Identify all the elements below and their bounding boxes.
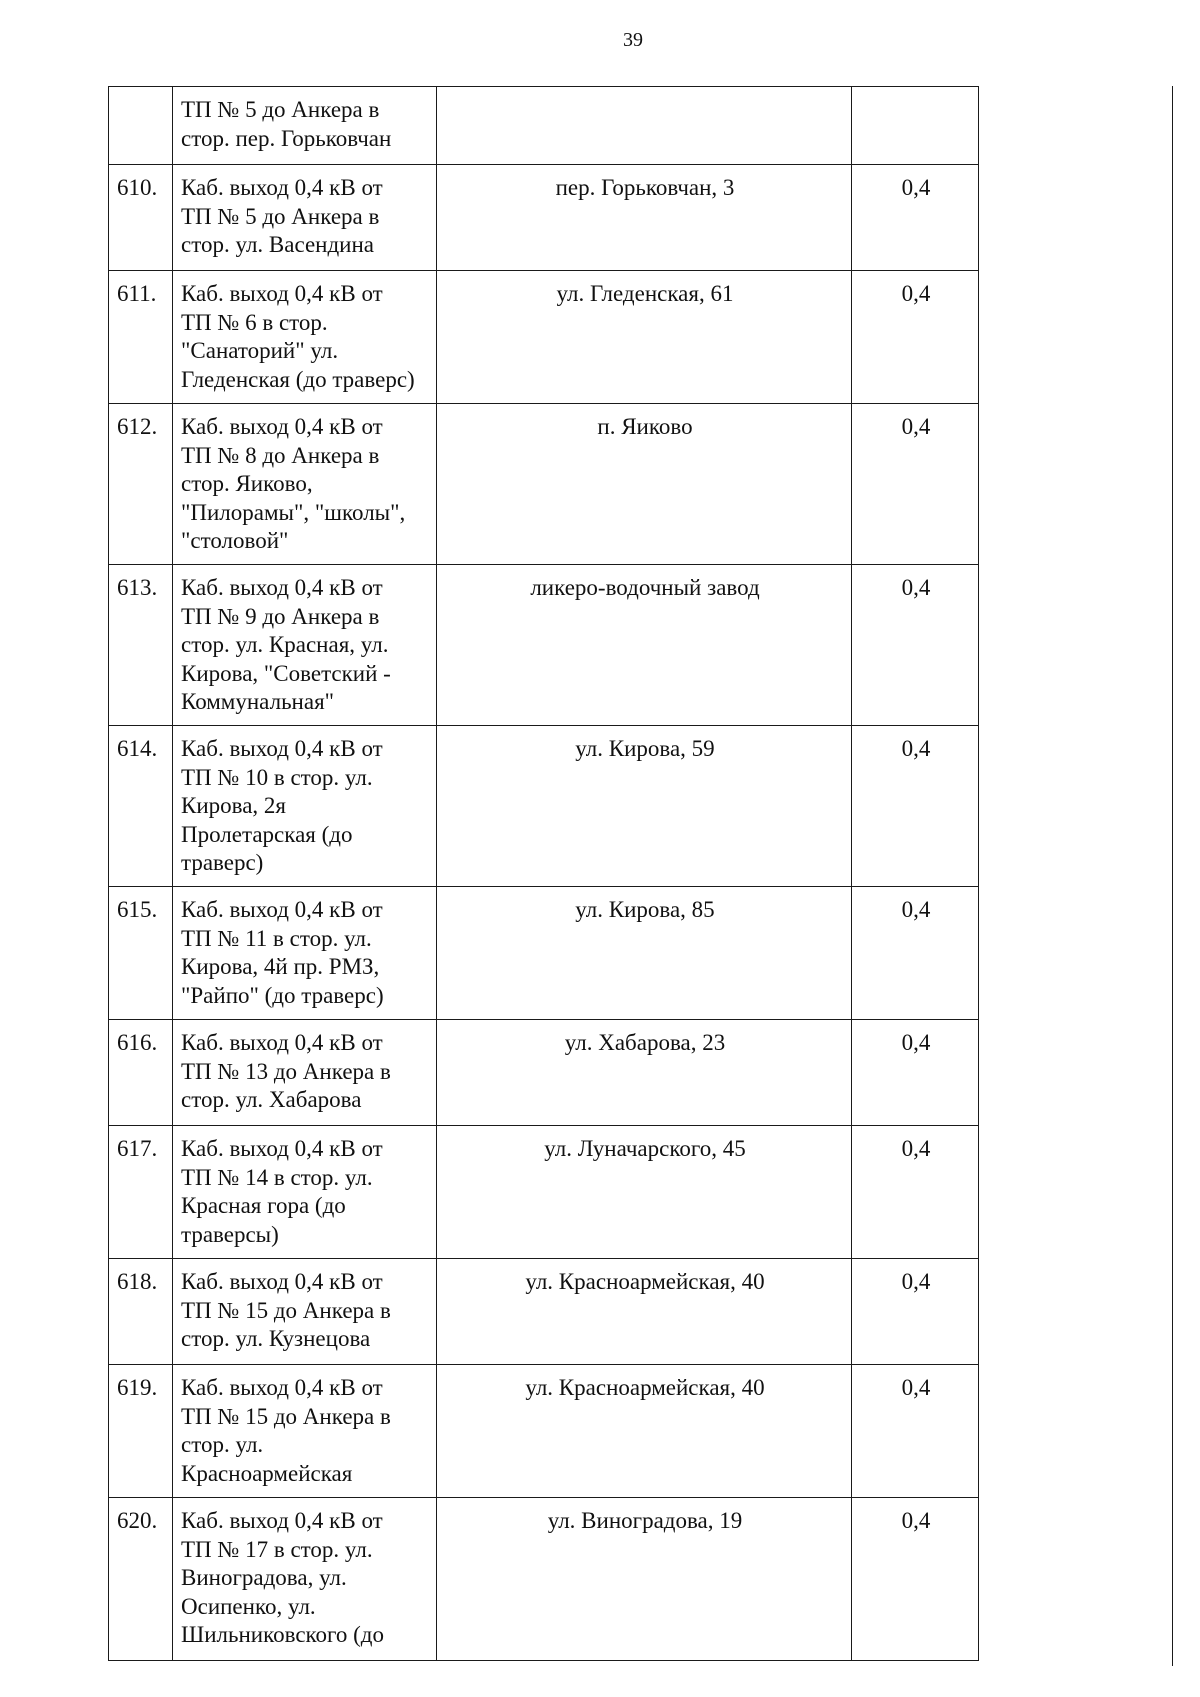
cable-lines-table [108,86,1173,1661]
cable-description-line: Шильниковского (до [181,1622,385,1647]
table-row [109,404,1173,565]
cable-description-line: ТП № 5 до Анкера в [181,97,380,122]
cable-description-line: Виноградова, ул. [181,1565,347,1590]
table-row [109,887,1173,1020]
cable-description-line: стор. Яиково, [181,471,313,496]
cable-description-line: Каб. выход 0,4 кВ от [181,1136,383,1161]
row-number: 615. [109,887,173,1020]
voltage-cell: 0,4 [852,1126,979,1259]
cable-description-line: траверс) [181,850,264,875]
cable-description-line: Осипенко, ул. [181,1593,316,1619]
address-cell: ул. Красноармейская, 40 [437,1259,852,1365]
cable-description-line: Красноармейская [181,1460,353,1486]
cable-description-line: "Райпо" (до траверс) [181,982,384,1008]
cable-description-line: стор. ул. [181,1432,264,1457]
empty-column-cell [979,726,1173,887]
cable-description [173,726,437,887]
cable-description-line: ТП № 15 до Анкера в [181,1403,391,1429]
empty-column-cell [979,1365,1173,1498]
row-number: 617. [109,1126,173,1259]
cable-description [173,1126,437,1259]
voltage-cell [852,87,979,165]
cable-description-line: ТП № 8 до Анкера в [181,442,380,468]
cable-description-line: Каб. выход 0,4 кВ от [181,1030,383,1055]
empty-column-cell [979,1020,1173,1126]
row-number: 618. [109,1259,173,1365]
cable-description-line: траверсы) [181,1221,279,1247]
cable-description [173,1020,437,1126]
table-row [109,1126,1173,1259]
table-body [109,87,1173,1661]
cable-description [173,565,437,726]
table-row [109,1020,1173,1126]
page-number: 39 [623,29,643,51]
cable-description-line: Каб. выход 0,4 кВ от [181,575,383,600]
cable-description [173,165,437,271]
cable-description-line: ТП № 11 в стор. ул. [181,925,372,951]
voltage-cell: 0,4 [852,271,979,404]
table-row [109,726,1173,887]
voltage-cell: 0,4 [852,887,979,1020]
empty-column-cell [979,404,1173,565]
cable-description-line: Каб. выход 0,4 кВ от [181,1375,383,1400]
cable-description [173,404,437,565]
address-cell: ул. Кирова, 59 [437,726,852,887]
row-number: 610. [109,165,173,271]
address-cell: ул. Хабарова, 23 [437,1020,852,1126]
empty-column-cell [979,1259,1173,1365]
right-margin-rule [1172,86,1173,1666]
row-number: 616. [109,1020,173,1126]
row-number: 612. [109,404,173,565]
cable-description-line: Пролетарская (до [181,821,353,847]
row-number: 611. [109,271,173,404]
address-cell: ликеро-водочный завод [437,565,852,726]
cable-description-line: "Санаторий" ул. [181,338,339,363]
cable-description-line: Каб. выход 0,4 кВ от [181,281,383,306]
cable-description [173,887,437,1020]
cable-description-line: Каб. выход 0,4 кВ от [181,414,383,439]
address-cell: ул. Гледенская, 61 [437,271,852,404]
cable-description-line: Кирова, 4й пр. РМЗ, [181,954,380,979]
address-cell [437,87,852,165]
address-cell: ул. Луначарского, 45 [437,1126,852,1259]
cable-description-line: ТП № 14 в стор. ул. [181,1164,373,1190]
empty-column-cell [979,1498,1173,1661]
address-cell: ул. Виноградова, 19 [437,1498,852,1661]
table-row [109,565,1173,726]
cable-description-line: Кирова, 2я [181,793,286,818]
cable-description-line: ТП № 10 в стор. ул. [181,764,373,790]
cable-description-line: ТП № 13 до Анкера в [181,1058,391,1084]
row-number: 614. [109,726,173,887]
cable-description-line: Каб. выход 0,4 кВ от [181,1508,383,1533]
table-row [109,1498,1173,1661]
cable-description [173,271,437,404]
voltage-cell: 0,4 [852,1020,979,1126]
table-row [109,165,1173,271]
cable-description-line: ТП № 5 до Анкера в [181,203,380,229]
cable-description-line: стор. ул. Красная, ул. [181,632,389,657]
voltage-cell: 0,4 [852,726,979,887]
empty-column-cell [979,271,1173,404]
empty-column-cell [979,1126,1173,1259]
cable-description-line: Каб. выход 0,4 кВ от [181,1269,383,1294]
cable-description [173,1259,437,1365]
cable-description-line: стор. ул. Кузнецова [181,1326,371,1351]
voltage-cell: 0,4 [852,1498,979,1661]
cable-description-line: ТП № 17 в стор. ул. [181,1536,373,1562]
table-row [109,271,1173,404]
cable-description-line: Красная гора (до [181,1193,346,1218]
cable-description-line: стор. ул. Хабарова [181,1087,362,1112]
cable-description-line: ТП № 15 до Анкера в [181,1297,391,1323]
address-cell: п. Яиково [437,404,852,565]
address-cell: ул. Красноармейская, 40 [437,1365,852,1498]
voltage-cell: 0,4 [852,165,979,271]
cable-description [173,87,437,165]
cable-description-line: "Пилорамы", "школы", [181,499,406,525]
cable-description [173,1365,437,1498]
cable-description-line: ТП № 9 до Анкера в [181,603,380,629]
cable-description-line: Гледенская (до траверс) [181,366,415,392]
empty-column-cell [979,887,1173,1020]
cable-description-line: стор. пер. Горьковчан [181,125,392,151]
voltage-cell: 0,4 [852,1365,979,1498]
table-row [109,1259,1173,1365]
empty-column-cell [979,87,1173,165]
row-number: 613. [109,565,173,726]
cable-description-line: "столовой" [181,528,289,553]
cable-description-line: Каб. выход 0,4 кВ от [181,897,383,922]
cable-description-line: Каб. выход 0,4 кВ от [181,736,383,761]
cable-description-line: стор. ул. Васендина [181,232,375,257]
table-row [109,87,1173,165]
voltage-cell: 0,4 [852,565,979,726]
row-number [109,87,173,165]
voltage-cell: 0,4 [852,1259,979,1365]
empty-column-cell [979,565,1173,726]
cable-description-line: ТП № 6 в стор. [181,309,328,335]
cable-description-line: Каб. выход 0,4 кВ от [181,175,383,200]
row-number: 620. [109,1498,173,1661]
address-cell: пер. Горьковчан, 3 [437,165,852,271]
cable-description-line: Кирова, "Советский - [181,660,391,686]
empty-column-cell [979,165,1173,271]
address-cell: ул. Кирова, 85 [437,887,852,1020]
row-number: 619. [109,1365,173,1498]
cable-description [173,1498,437,1661]
table-row [109,1365,1173,1498]
voltage-cell: 0,4 [852,404,979,565]
cable-description-line: Коммунальная" [181,689,335,714]
